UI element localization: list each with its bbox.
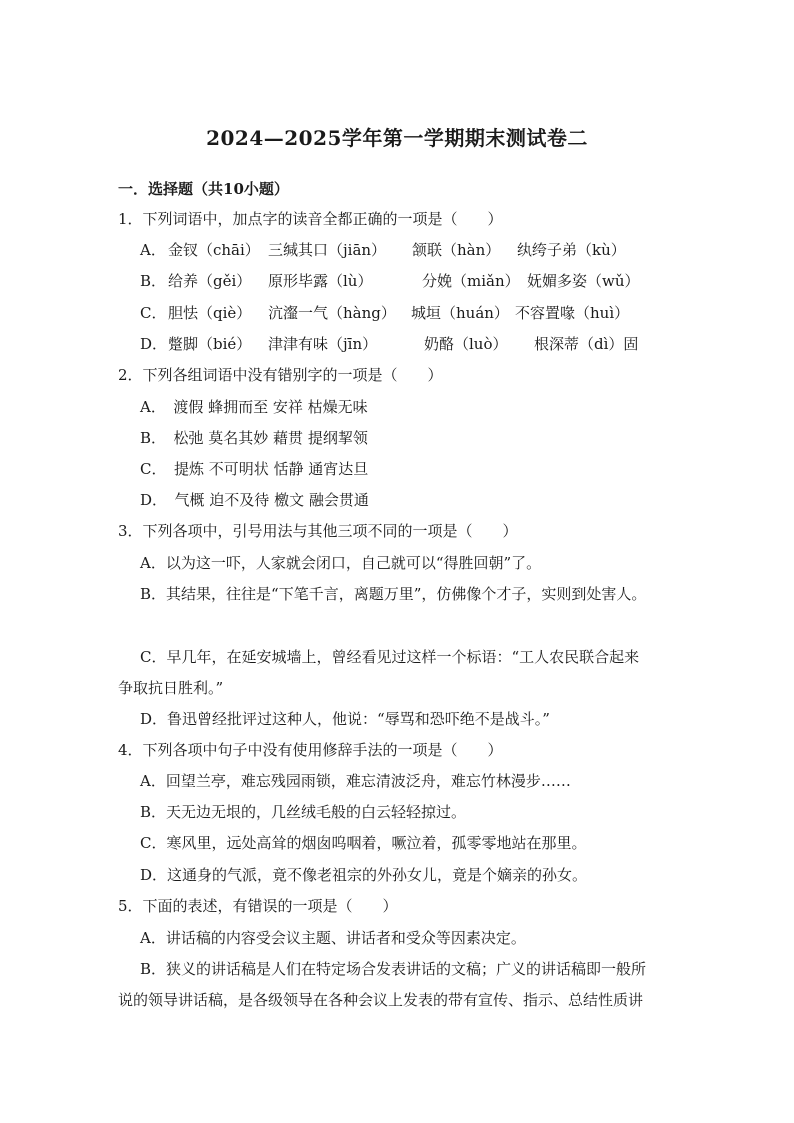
question-3-stem: 3．下列各项中，引号用法与其他三项不同的一项是（ ） — [118, 522, 518, 540]
question-3-option-c-continued: 争取抗日胜利。” — [118, 679, 224, 697]
option-label: D． — [140, 335, 168, 353]
option-item: 蹩脚（bié） — [168, 335, 252, 353]
option-item: 颔联（hàn） — [412, 241, 501, 259]
option-item: 奶酪（luò） — [424, 335, 508, 353]
option-item: 妩媚多姿（wǔ） — [527, 272, 640, 290]
question-2-option-a: A． 渡假 蜂拥而至 安祥 枯燥无味 — [140, 398, 368, 416]
question-4-option-c: C．寒风里，远处高耸的烟囱呜咽着，噘泣着，孤零零地站在那里。 — [140, 834, 587, 852]
question-1-stem: 1．下列词语中，加点字的读音全都正确的一项是（ ） — [118, 210, 503, 228]
question-2-option-c: C． 提炼 不可明状 恬静 通宵达旦 — [140, 460, 369, 478]
option-item: 金钗（chāi） — [168, 241, 260, 259]
question-2-stem: 2．下列各组词语中没有错别字的一项是（ ） — [118, 366, 443, 384]
question-5-option-b-continued: 说的领导讲话稿，是各级领导在各种会议上发表的带有宣传、指示、总结性质讲 — [118, 991, 644, 1009]
question-3-option-c: C．早几年，在延安城墙上，曾经看见过这样一个标语：“工人农民联合起来 — [140, 648, 640, 666]
question-1-option-a — [140, 240, 700, 260]
question-1-option-d — [140, 334, 700, 354]
option-item: 沆瀣一气（hàng） — [268, 304, 396, 322]
option-item: 胆怯（qiè） — [168, 304, 252, 322]
page-title: 2024—2025学年第一学期期末测试卷二 — [206, 126, 588, 150]
question-4-option-d: D．这通身的气派，竟不像老祖宗的外孙女儿，竟是个嫡亲的孙女。 — [140, 866, 588, 884]
question-2-option-b: B． 松弛 莫名其妙 藉贯 提纲挈领 — [140, 429, 368, 447]
option-item: 给养（gěi） — [168, 272, 252, 290]
option-item: 津津有味（jīn） — [268, 335, 378, 353]
question-4-stem: 4．下列各项中句子中没有使用修辞手法的一项是（ ） — [118, 741, 503, 759]
question-4-option-b: B．天无边无垠的，几丝绒毛般的白云轻轻掠过。 — [140, 803, 467, 821]
question-3-option-d: D．鲁迅曾经批评过这种人，他说：“辱骂和恐吓绝不是战斗。” — [140, 710, 550, 728]
question-2-option-d: D． 气概 迫不及待 檄文 融会贯通 — [140, 491, 369, 509]
question-5-option-a: A．讲话稿的内容受会议主题、讲话者和受众等因素决定。 — [140, 929, 526, 947]
option-item: 城垣（huán） — [411, 304, 509, 322]
option-item: 三缄其口（jiān） — [268, 241, 387, 259]
option-item: 根深蒂（dì）固 — [534, 335, 639, 353]
question-4-option-a: A．回望兰亭，难忘残园雨锁，难忘清波泛舟，难忘竹林漫步…… — [140, 772, 571, 790]
option-item: 纨绔子弟（kù） — [517, 241, 626, 259]
option-label: C． — [140, 304, 167, 322]
question-5-stem: 5．下面的表述，有错误的一项是（ ） — [118, 897, 398, 915]
option-item: 分娩（miǎn） — [422, 272, 520, 290]
question-3-option-a: A．以为这一吓，人家就会闭口，自己就可以“得胜回朝”了。 — [140, 554, 542, 572]
question-1-option-b — [140, 271, 700, 291]
option-label: B． — [140, 272, 167, 290]
option-item: 原形毕露（lù） — [268, 272, 373, 290]
option-item: 不容置喙（huì） — [515, 304, 630, 322]
section-heading: 一．选择题（共10小题） — [118, 180, 289, 198]
question-5-option-b: B．狭义的讲话稿是人们在特定场合发表讲话的文稿；广义的讲话稿即一般所 — [140, 960, 647, 978]
question-3-option-b: B．其结果，往往是“下笔千言，离题万里”，仿佛像个才子，实则到处害人。 — [140, 585, 647, 603]
option-label: A． — [140, 241, 166, 259]
question-1-option-c — [140, 303, 700, 323]
